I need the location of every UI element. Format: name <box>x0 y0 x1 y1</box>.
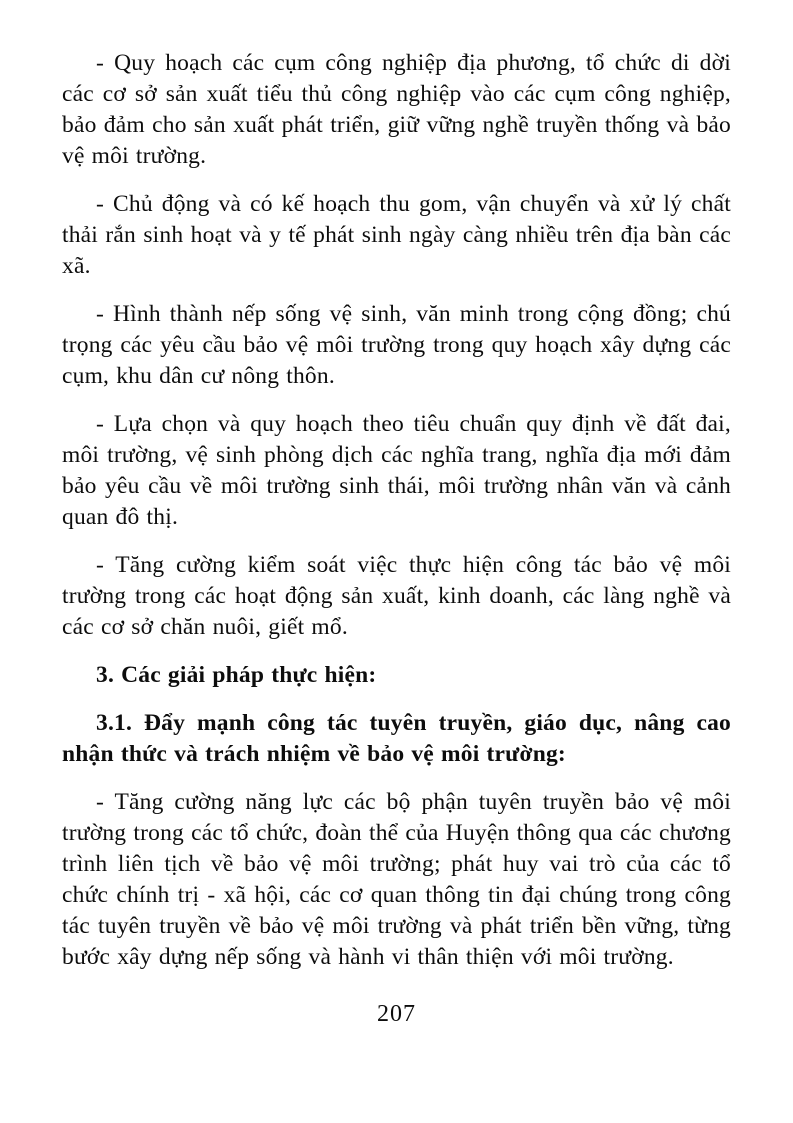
paragraph: - Lựa chọn và quy hoạch theo tiêu chuẩn quy định về đất đai, môi trường, vệ sinh phòng dịch các nghĩa trang, nghĩa địa mới đảm bảo yêu cầu về môi trường sinh thái, môi trường nhân văn và cảnh quan đô thị. <box>62 411 731 530</box>
paragraph: - Tăng cường năng lực các bộ phận tuyên truyền bảo vệ môi trường trong các tổ chức, đoàn thể của Huyện thông qua các chương trình liên tịch về bảo vệ môi trường; phát huy vai trò của các tổ chức chính trị - xã hội, các cơ quan thông tin đại chúng trong công tác tuyên truyền về bảo vệ môi trường và phát triển bền vững, từng bước xây dựng nếp sống và hành vi thân thiện với môi trường. <box>62 789 731 970</box>
page-number: 207 <box>377 1001 416 1027</box>
paragraph: - Quy hoạch các cụm công nghiệp địa phương, tổ chức di dời các cơ sở sản xuất tiểu thủ công nghiệp vào các cụm công nghiệp, bảo đảm cho sản xuất phát triển, giữ vững nghề truyền thống và bảo vệ môi trường. <box>62 50 731 169</box>
page-content <box>62 48 731 1029</box>
paragraph: - Tăng cường kiểm soát việc thực hiện công tác bảo vệ môi trường trong các hoạt động sản xuất, kinh doanh, các làng nghề và các cơ sở chăn nuôi, giết mổ. <box>62 552 731 640</box>
section-heading: 3. Các giải pháp thực hiện: <box>96 662 377 688</box>
subsection-heading: 3.1. Đẩy mạnh công tác tuyên truyền, giáo dục, nâng cao nhận thức và trách nhiệm về bảo vệ môi trường: <box>62 710 731 767</box>
paragraph: - Hình thành nếp sống vệ sinh, văn minh trong cộng đồng; chú trọng các yêu cầu bảo vệ môi trường trong quy hoạch xây dựng các cụm, khu dân cư nông thôn. <box>62 301 731 389</box>
paragraph: - Chủ động và có kế hoạch thu gom, vận chuyển và xử lý chất thải rắn sinh hoạt và y tế phát sinh ngày càng nhiều trên địa bàn các xã. <box>62 191 731 279</box>
